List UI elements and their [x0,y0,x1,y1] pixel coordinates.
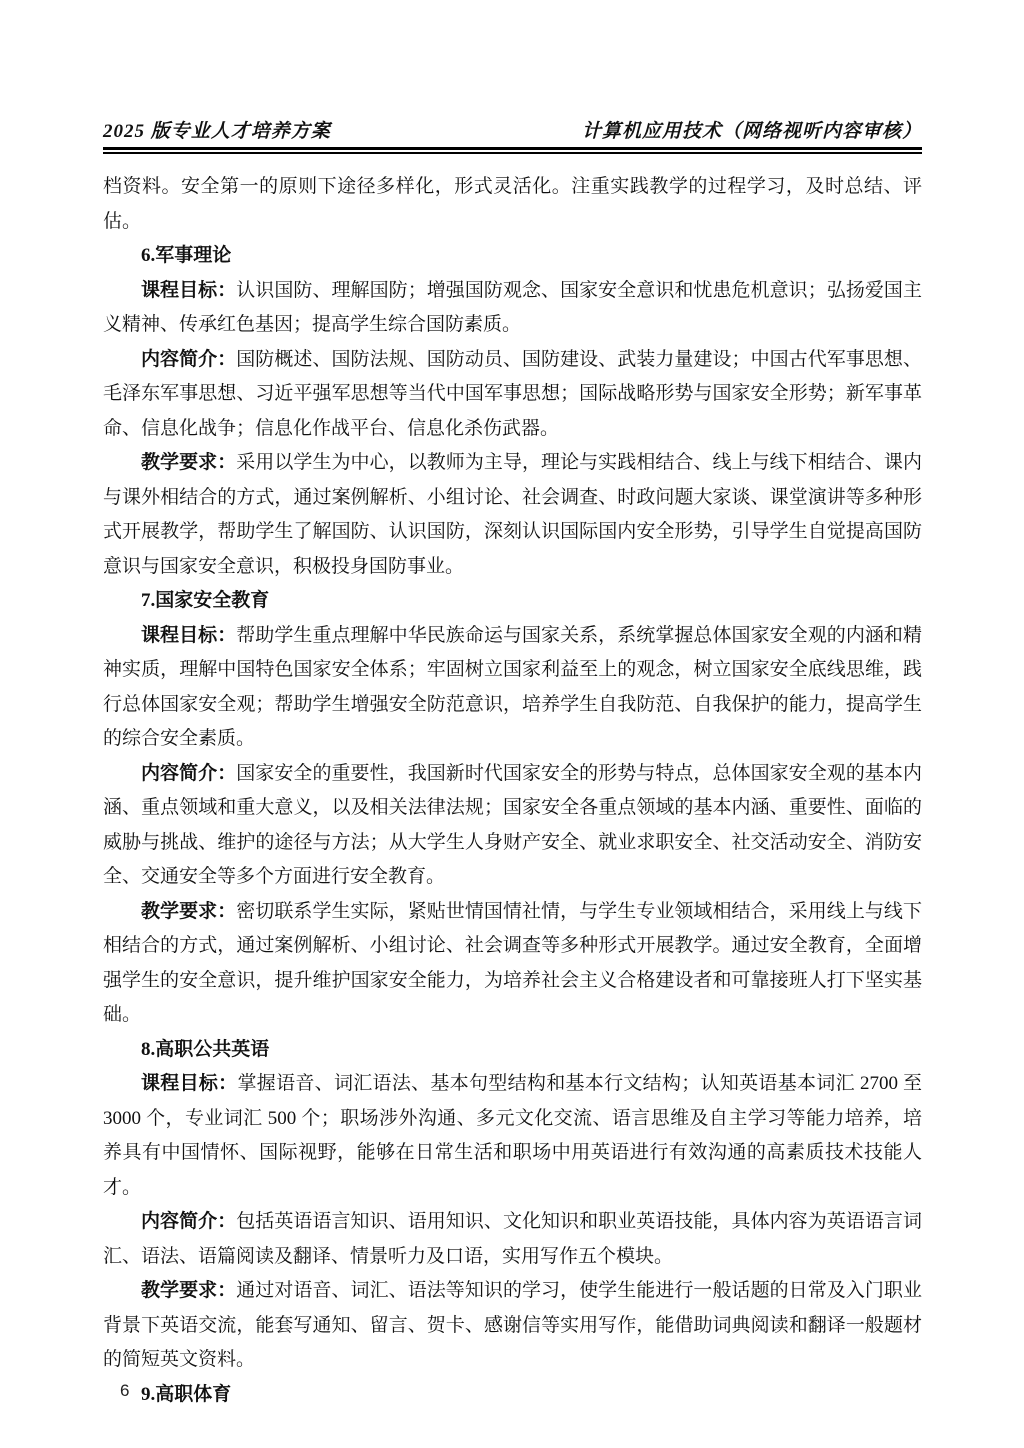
paragraph-course-objectives [103,1067,922,1205]
paragraph-text: 国防概述、国防法规、国防动员、国防建设、武装力量建设；中国古代军事思想、毛泽东军事思想、习近平强军思想等当代中国军事思想；国际战略形势与国家安全形势；新军事革命、信息化战争；信息化作战平台、信息化杀伤武器。 [103,348,922,439]
paragraph-text: 通过对语音、词汇、语法等知识的学习，使学生能进行一般话题的日常及入门职业背景下英语交流，能套写通知、留言、贺卡、感谢信等实用写作，能借助词典阅读和翻译一般题材的简短英文资料。 [103,1280,922,1370]
header-left-title: 2025 版专业人才培养方案 [103,121,331,142]
section-heading-physical-education: 9.高职体育 [141,1383,232,1405]
paragraph-continuation: 档资料。安全第一的原则下途径多样化，形式灵活化。注重实践教学的过程学习，及时总结、评估。 [103,176,922,232]
section-heading-national-security-education: 7.国家安全教育 [141,590,270,611]
paragraph-text: 密切联系学生实际，紧贴世情国情社情，与学生专业领域相结合，采用线上与线下相结合的方式，通过案例解析、小组讨论、社会调查等多种形式开展教学。通过安全教育，全面增强学生的安全意识，提升维护国家安全能力，为培养社会主义合格建设者和可靠接班人打下坚实基础。 [103,900,922,1025]
section-heading-public-english: 8.高职公共英语 [141,1038,270,1060]
page-number: 6 [120,1381,130,1400]
paragraph-content-intro [103,343,922,447]
paragraph-label: 内容简介： [141,1211,237,1232]
paragraph-content-intro [103,757,922,895]
header-double-rule [103,147,922,154]
paragraph-teaching-requirements [103,895,922,1033]
paragraph-label: 课程目标： [141,279,237,301]
header-right-title: 计算机应用技术（网络视听内容审核） [581,121,922,142]
paragraph-label: 教学要求： [141,900,237,922]
document-body [103,170,922,1412]
paragraph-text: 采用以学生为中心，以教师为主导，理论与实践相结合、线上与线下相结合、课内与课外相结合的方式，通过案例解析、小组讨论、社会调查、时政问题大家谈、课堂演讲等多种形式开展教学，帮助学生了解国防、认识国防，深刻认识国际国内安全形势，引导学生自觉提高国防意识与国家安全意识，积极投身国防事业。 [103,452,922,577]
paragraph-text: 掌握语音、词汇语法、基本句型结构和基本行文结构；认知英语基本词汇 2700 至 3000 个，专业词汇 500 个；职场涉外沟通、多元文化交流、语言思维及自主学习等能力培养，培养具有中国情怀、国际视野，能够在日常生活和职场中用英语进行有效沟通的高素质技术技能人才。 [103,1073,922,1198]
paragraph-text: 包括英语语言知识、语用知识、文化知识和职业英语技能，具体内容为英语语言词汇、语法、语篇阅读及翻译、情景听力及口语，实用写作五个模块。 [103,1211,922,1267]
paragraph-content-intro [103,1205,922,1274]
paragraph-label: 内容简介： [141,762,237,784]
paragraph-label: 教学要求： [141,1280,237,1301]
paragraph-course-objectives [103,619,922,757]
section-heading-military-theory: 6.军事理论 [141,245,232,266]
paragraph-label: 课程目标： [141,624,237,646]
running-header [103,116,922,143]
paragraph-text: 国家安全的重要性，我国新时代国家安全的形势与特点，总体国家安全观的基本内涵、重点领域和重大意义，以及相关法律法规；国家安全各重点领域的基本内涵、重要性、面临的威胁与挑战、维护的途径与方法；从大学生人身财产安全、就业求职安全、社交活动安全、消防安全、交通安全等多个方面进行安全教育。 [103,762,922,887]
paragraph-text: 认识国防、理解国防；增强国防观念、国家安全意识和忧患危机意识；弘扬爱国主义精神、传承红色基因；提高学生综合国防素质。 [103,279,922,335]
paragraph-teaching-requirements [103,446,922,584]
paragraph-teaching-requirements [103,1274,922,1378]
paragraph-text: 帮助学生重点理解中华民族命运与国家关系，系统掌握总体国家安全观的内涵和精神实质，理解中国特色国家安全体系；牢固树立国家利益至上的观念，树立国家安全底线思维，践行总体国家安全观；帮助学生增强安全防范意识，培养学生自我防范、自我保护的能力，提高学生的综合安全素质。 [103,624,922,749]
paragraph-label: 课程目标： [141,1073,238,1094]
paragraph-label: 内容简介： [141,348,237,370]
paragraph-course-objectives [103,274,922,343]
paragraph-label: 教学要求： [141,452,237,473]
